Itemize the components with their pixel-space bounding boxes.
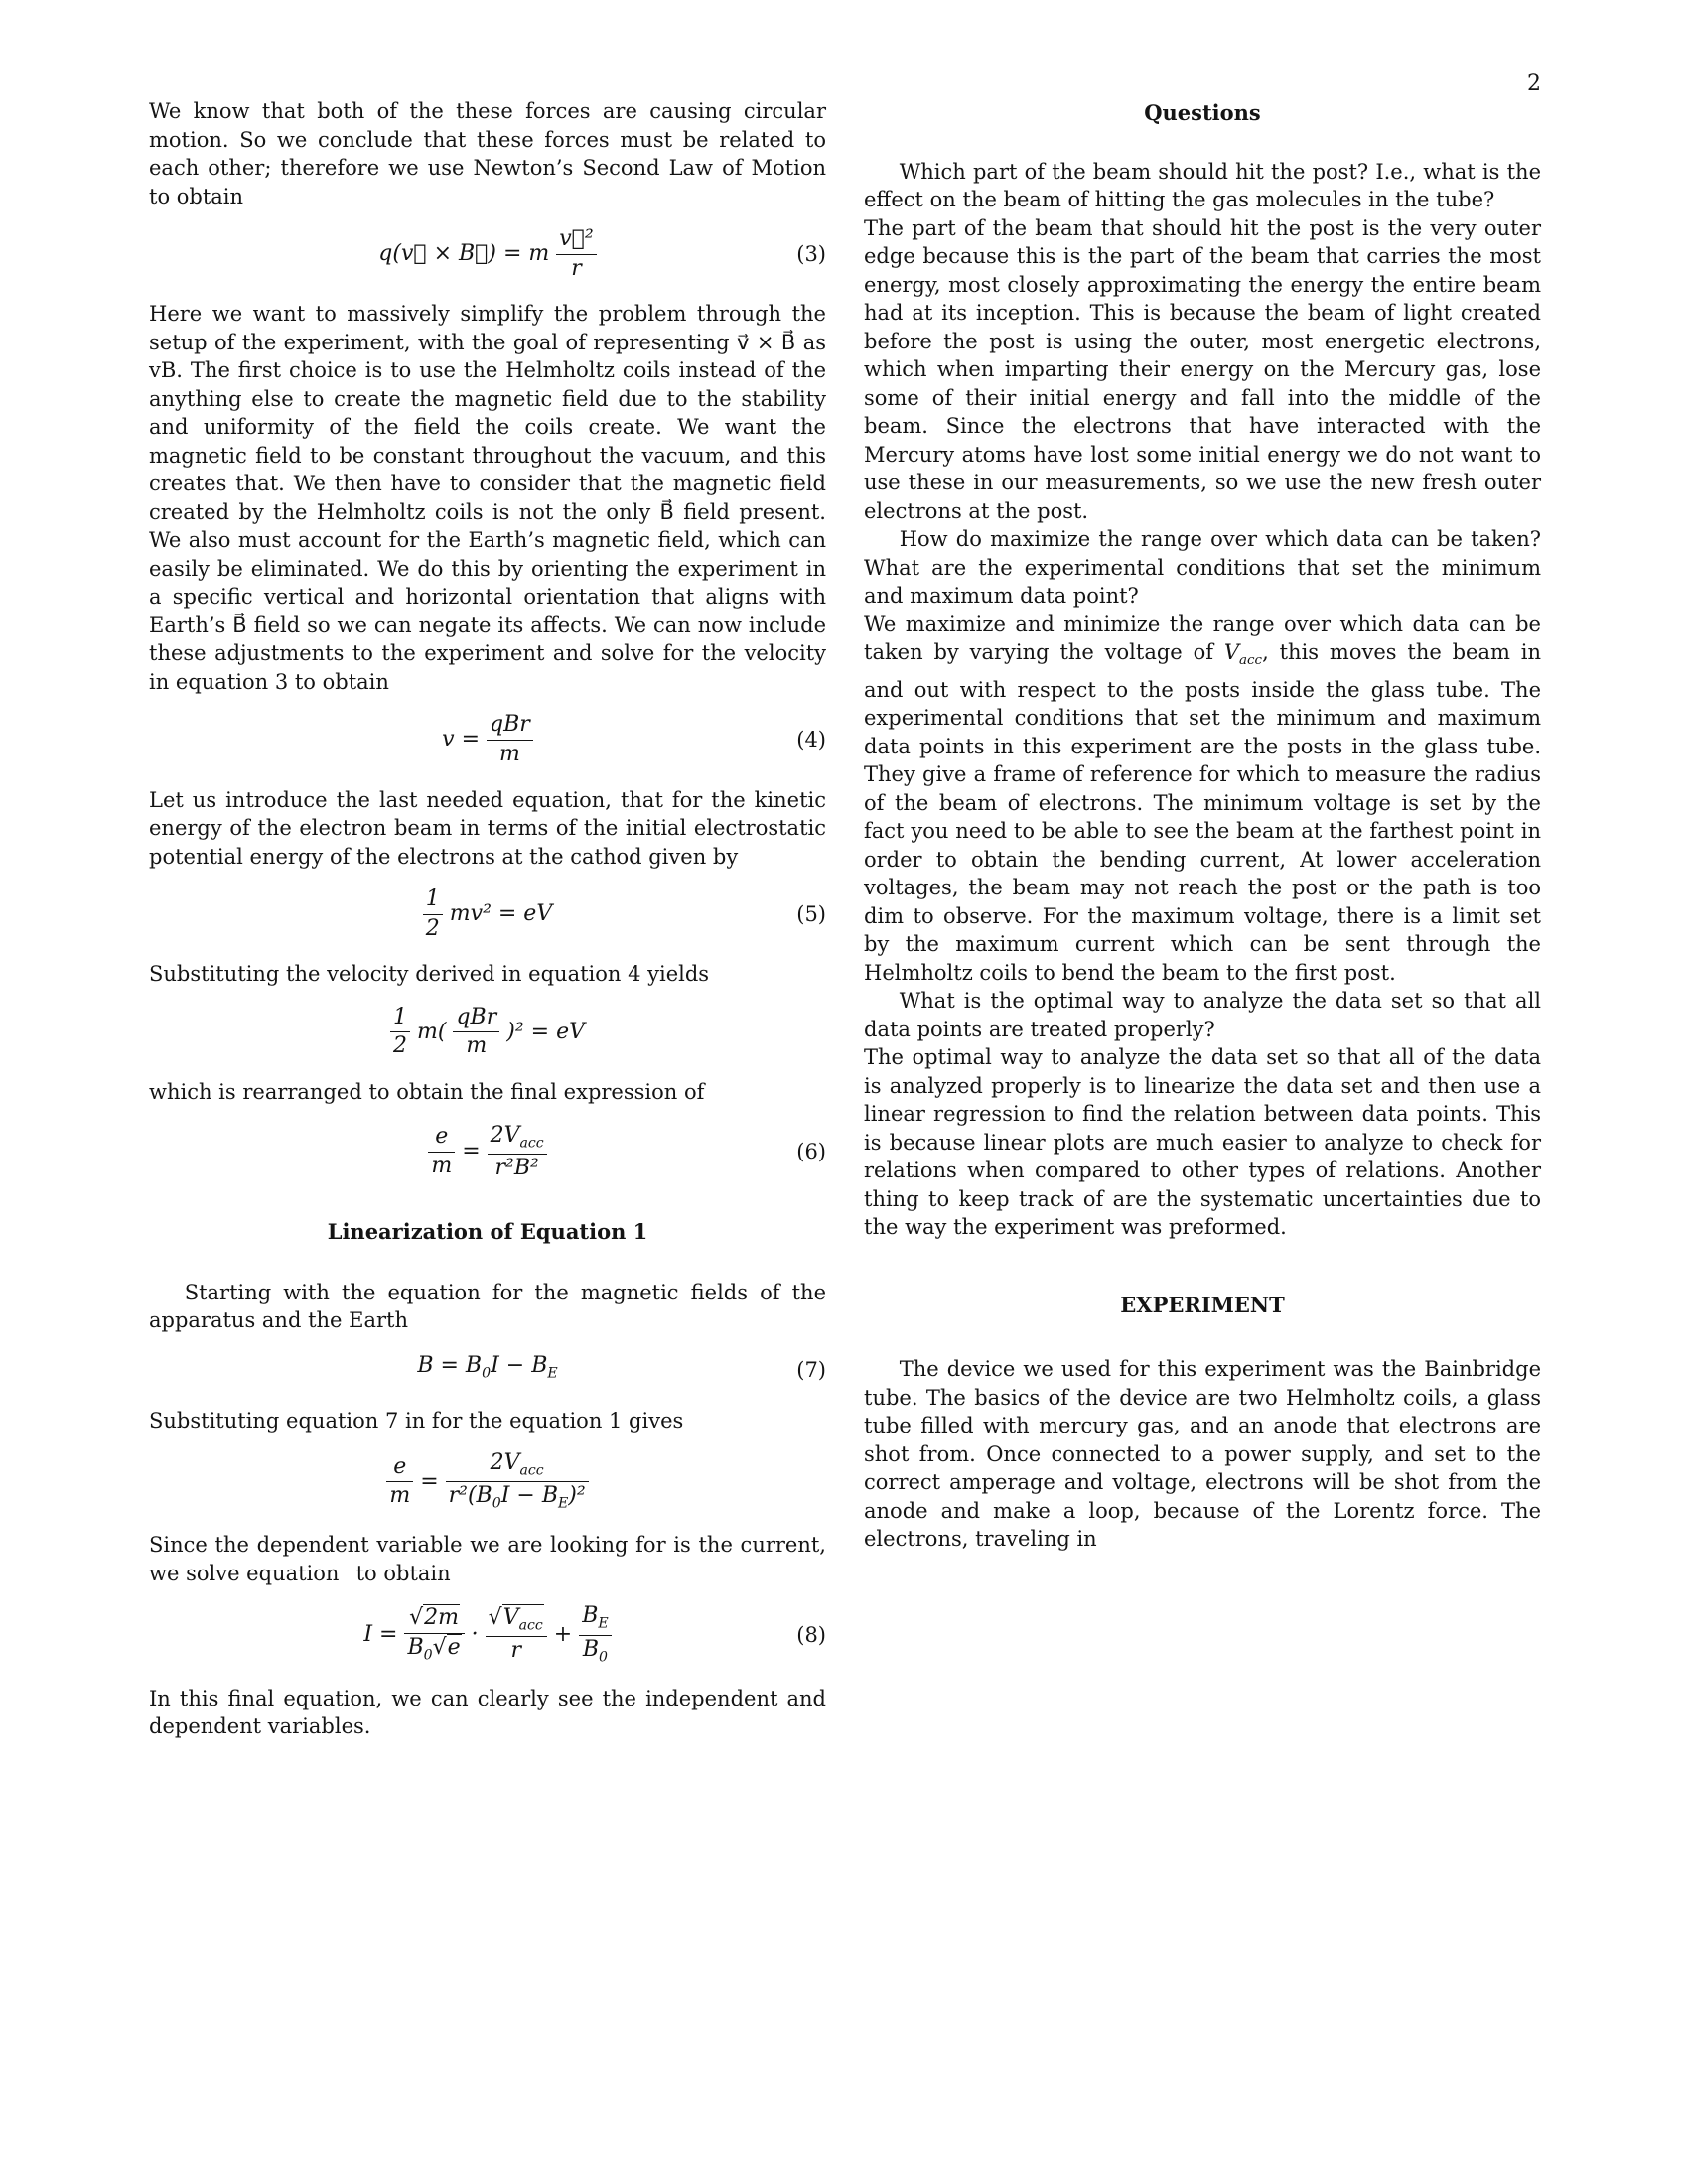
math-token: r xyxy=(510,1638,521,1664)
section-heading-experiment: EXPERIMENT xyxy=(1120,1292,1285,1317)
fraction-bar xyxy=(453,1031,499,1032)
equation-3 xyxy=(149,227,826,281)
math-token: e xyxy=(435,1124,449,1150)
math-token: 1 xyxy=(393,1004,408,1029)
equation-3-number: (3) xyxy=(796,241,826,266)
math-token: 2 xyxy=(393,1033,408,1059)
equation-3-body xyxy=(378,227,596,281)
math-token: $r^2(B_0I - B_E)^2$ xyxy=(448,1483,586,1512)
fraction xyxy=(488,1124,547,1181)
math-token: $B_0√e$ xyxy=(407,1634,461,1664)
equation-8-number: (8) xyxy=(796,1622,826,1647)
math-token: $B = B_0I - B_E$ xyxy=(417,1352,558,1382)
equation-5-body xyxy=(423,887,552,941)
answer-2-text: , this moves the beam in and out with respect to the posts inside the glass tube. The experimental conditions that set the minimum and maximum data points in this experiment are the posts in the glass tube. They give a frame of reference for which to measure the radius of the beam of electrons. The minimum voltage is set by the fact you need to be able to see the beam at the farthest point in order to obtain the bending current, At lower acceleration voltages, the beam may not reach the post or the path is too dim to observe. For the maximum voltage, there is a limit set by the maximum current which can be sent through the Helmholtz coils to bend the beam to the first post. xyxy=(864,640,1542,985)
math-token: m xyxy=(466,1033,488,1059)
section-heading-linearization: Linearization of Equation 1 xyxy=(327,1219,648,1245)
paragraph-final-equation: In this final equation, we can clearly see the independent and dependent variables. xyxy=(149,1686,826,1739)
fraction-bar xyxy=(423,914,443,915)
equation-unnumbered-1 xyxy=(149,1006,826,1059)
fraction xyxy=(453,1006,499,1059)
equation-4-body xyxy=(442,713,533,766)
question-3: What is the optimal way to analyze the data set so that all data points are treated properly? xyxy=(864,989,1541,1041)
equation-5 xyxy=(149,887,826,941)
left-column xyxy=(149,97,826,1741)
page-number: 2 xyxy=(1527,71,1541,96)
fraction-bar xyxy=(556,254,596,255)
question-2: How do maximize the range over which data can be taken? What are the experimental conditions that set the minimum and maximum data point? xyxy=(864,527,1541,608)
answer-2-text: We maximize and minimize the range over which data can be taken by varying the voltage of xyxy=(864,612,1541,664)
fraction xyxy=(386,1455,413,1509)
fraction xyxy=(390,1006,410,1059)
equation-6 xyxy=(149,1124,826,1181)
equation-7 xyxy=(149,1352,826,1388)
fraction xyxy=(428,1125,455,1178)
sqrt-term: √2m xyxy=(409,1605,460,1631)
equation-4 xyxy=(149,713,826,766)
paragraph-rearranged: which is rearranged to obtain the final expression of xyxy=(149,1080,705,1104)
section-heading-questions: Questions xyxy=(1144,100,1261,125)
math-token: q(v⃗ × B⃗) = m xyxy=(378,240,550,266)
vacc-variable: $V_{acc}$ xyxy=(1223,640,1263,669)
math-token: 2 xyxy=(425,915,440,941)
math-token: )² = eV xyxy=(506,1019,585,1044)
math-token: 1 xyxy=(425,887,440,911)
answer-3: The optimal way to analyze the data set so that all of the data is analyzed properly is to linearize the data set and then use a linear regression to find the relation between data points. This is because linear plots are much easier to analyze to check for relations when compared to other types of relations. Another thing to keep track of are the systematic uncertainties due to the way the experiment was preformed. xyxy=(864,1045,1541,1240)
fraction-bar xyxy=(488,1154,547,1155)
paragraph-newton: We know that both of the these forces are causing circular motion. So we conclude that these forces must be related to each other; therefore we use Newton’s Second Law of Motion to obtain xyxy=(149,99,826,208)
math-token: v⃗² xyxy=(559,226,594,251)
paragraph-dependent-variable: Since the dependent variable we are looking for is the current, we solve equation to obtain xyxy=(149,1533,826,1585)
fraction xyxy=(556,227,596,281)
answer-2 xyxy=(864,611,1541,988)
math-token: qBr xyxy=(456,1004,497,1029)
fraction xyxy=(423,887,443,941)
math-token: = xyxy=(462,1139,481,1164)
fraction xyxy=(579,1604,611,1665)
right-column xyxy=(864,97,1541,1554)
equation-6-number: (6) xyxy=(796,1140,826,1164)
equation-4-number: (4) xyxy=(796,728,826,752)
math-token: e xyxy=(393,1453,407,1479)
equation-7-number: (7) xyxy=(796,1357,826,1382)
fraction-bar xyxy=(428,1152,455,1153)
fraction xyxy=(446,1451,589,1512)
math-token: $2V_{acc}$ xyxy=(490,1122,544,1151)
fraction xyxy=(486,1606,547,1664)
math-token: · xyxy=(471,1621,479,1647)
math-token: I = xyxy=(363,1621,398,1647)
question-1: Which part of the beam should hit the post? I.e., what is the effect on the beam of hitting the gas molecules in the tube? xyxy=(864,159,1541,211)
fraction-bar xyxy=(579,1635,611,1636)
math-token: r²B² xyxy=(494,1155,539,1180)
fraction-bar xyxy=(386,1481,413,1482)
equation-8-body xyxy=(363,1604,611,1665)
paragraph-substitute-velocity: Substituting the velocity derived in equation 4 yields xyxy=(149,962,710,987)
equation-8 xyxy=(149,1604,826,1665)
fraction-bar xyxy=(446,1481,589,1482)
paragraph-experiment-device: The device we used for this experiment was the Bainbridge tube. The basics of the device are two Helmholtz coils, a glass tube filled with mercury gas, and an anode that electrons are shot from. Once connected to a power supply, and set to the correct amperage and voltage, electrons will be shot from the anode and make a loop, because of the Lorentz force. The electrons, traveling in xyxy=(864,1357,1541,1552)
math-token: m xyxy=(389,1483,411,1509)
sqrt-term: $√V_{acc}$ xyxy=(488,1605,543,1634)
math-token: r xyxy=(571,255,582,281)
math-token: mv² = eV xyxy=(449,900,553,926)
math-token: v = xyxy=(442,727,481,752)
fraction-bar xyxy=(486,1636,547,1637)
equation-body xyxy=(390,1006,585,1059)
math-token: m xyxy=(498,741,520,766)
equation-5-number: (5) xyxy=(796,901,826,926)
paragraph-substitute-eq7: Substituting equation 7 in for the equation 1 gives xyxy=(149,1408,684,1433)
math-token: qBr xyxy=(490,712,530,738)
math-token: + xyxy=(553,1621,573,1647)
answer-1: The part of the beam that should hit the post is the very outer edge because this is the part of the beam that carries the most energy, most closely approximating the energy the entire beam had at its inception. This is because the beam of light created before the post is using the outer, most energetic electrons, which when imparting their energy on the Mercury gas, lose some of their initial energy and fall into the middle of the beam. Since the electrons that have interacted with the Mercury atoms have lost some initial energy we do not want to use these in our measurements, so we use the new fresh outer electrons at the post. xyxy=(864,215,1541,523)
paragraph-kinetic: Let us introduce the last needed equation, that for the kinetic energy of the electron beam in terms of the initial electrostatic potential energy of the electrons at the cathod given by xyxy=(149,787,826,869)
paragraph-helmholtz: Here we want to massively simplify the problem through the setup of the experiment, with the goal of representing v⃗ × B⃗ as vB. The first choice is to use the Helmholtz coils instead of the anything else to create the magnetic field due to the stability and uniformity of the field the coils create. We want the magnetic field to be constant throughout the vacuum, and this creates that. We then have to consider that the magnetic field created by the Helmholtz coils is not the only B⃗ field present. We also must account for the Earth’s magnetic field, which can easily be eliminated. We do this by orienting the experiment in a specific vertical and horizontal orientation that aligns with Earth’s B⃗ field so we can negate its affects. We can now include these adjustments to the experiment and solve for the velocity in equation 3 to obtain xyxy=(149,302,826,694)
math-token: = xyxy=(420,1468,439,1494)
equation-unnumbered-2 xyxy=(149,1451,826,1512)
math-token: m( xyxy=(417,1019,447,1044)
math-token: m xyxy=(431,1153,453,1178)
equation-body xyxy=(386,1451,588,1512)
math-token: $B_E$ xyxy=(582,1603,609,1632)
math-token: $2V_{acc}$ xyxy=(490,1450,544,1479)
fraction-bar xyxy=(487,740,533,741)
math-token: $B_0$ xyxy=(582,1636,608,1666)
paragraph-starting: Starting with the equation for the magnetic fields of the apparatus and the Earth xyxy=(149,1280,826,1333)
fraction xyxy=(404,1606,464,1664)
equation-6-body xyxy=(428,1124,546,1181)
fraction-bar xyxy=(390,1031,410,1032)
fraction xyxy=(487,713,533,766)
equation-7-body xyxy=(417,1352,557,1388)
